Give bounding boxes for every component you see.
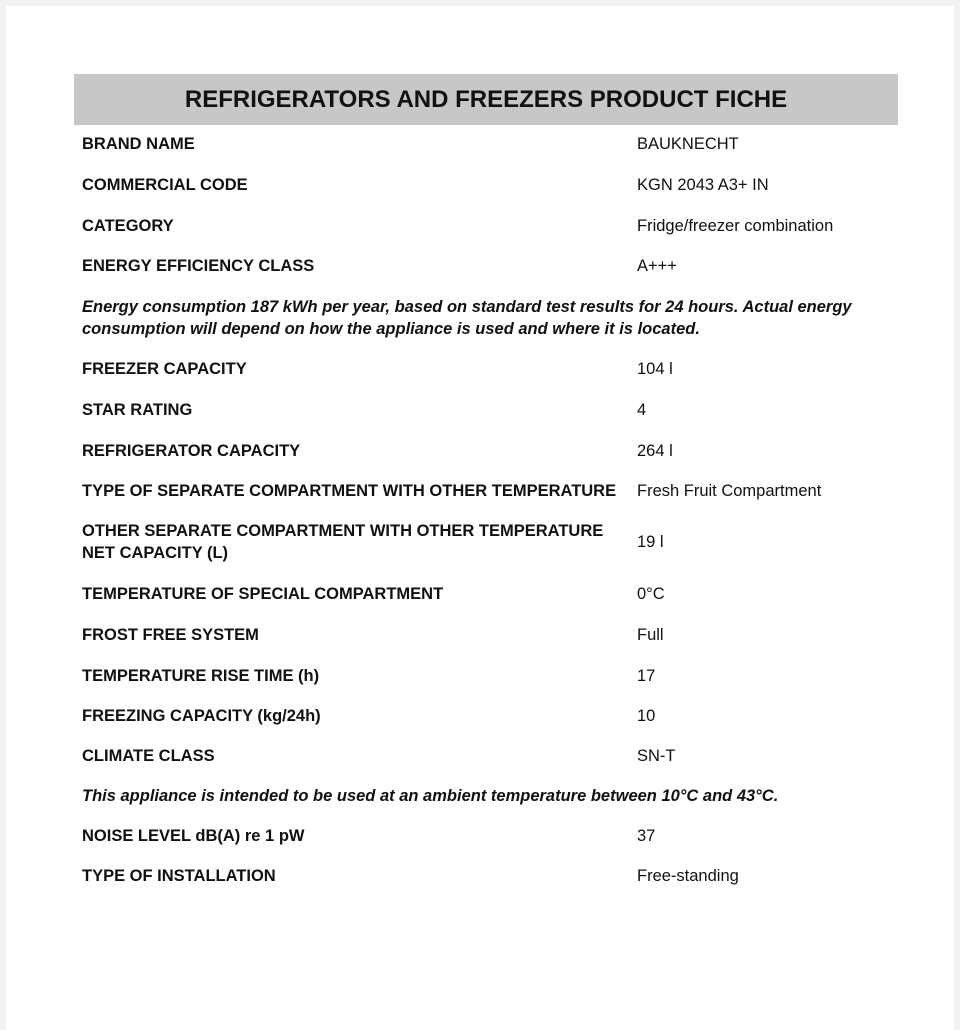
row-label: FREEZER CAPACITY xyxy=(82,360,247,378)
row-temperature-rise-time xyxy=(82,665,882,687)
row-label: ENERGY EFFICIENCY CLASS xyxy=(82,257,315,275)
row-value: KGN 2043 A3+ IN xyxy=(637,176,769,194)
row-freezer-capacity xyxy=(82,358,882,380)
row-value: SN-T xyxy=(637,747,676,765)
row-label: REFRIGERATOR CAPACITY xyxy=(82,442,301,460)
row-commercial-code xyxy=(82,174,882,196)
row-label: COMMERCIAL CODE xyxy=(82,176,248,194)
row-separate-compartment-capacity xyxy=(82,520,882,564)
row-separate-compartment-type xyxy=(82,480,882,502)
row-value: Fresh Fruit Compartment xyxy=(637,482,822,500)
row-label: TYPE OF SEPARATE COMPARTMENT WITH OTHER TEMPERATURE xyxy=(82,482,617,500)
row-value: 264 l xyxy=(637,442,673,460)
row-frost-free-system xyxy=(82,624,882,646)
row-value: Free-standing xyxy=(637,867,739,885)
row-label: FREEZING CAPACITY (kg/24h) xyxy=(82,707,321,725)
row-label: TYPE OF INSTALLATION xyxy=(82,867,276,885)
page-title: REFRIGERATORS AND FREEZERS PRODUCT FICHE xyxy=(184,85,788,113)
row-value: Fridge/freezer combination xyxy=(637,217,834,235)
row-value: Full xyxy=(637,626,664,644)
title-bar xyxy=(74,74,898,125)
row-value: 37 xyxy=(637,827,656,845)
row-climate-class xyxy=(82,745,882,767)
row-freezing-capacity xyxy=(82,705,882,727)
product-fiche-page xyxy=(6,6,954,1030)
row-label: CATEGORY xyxy=(82,217,174,235)
row-value: 10 xyxy=(637,707,656,725)
ambient-temperature-note: This appliance is intended to be used at an ambient temperature between 10°C and 43°C. xyxy=(82,787,779,805)
row-value: 17 xyxy=(637,667,656,685)
row-label: BRAND NAME xyxy=(82,135,195,153)
row-value: 19 l xyxy=(637,533,664,551)
row-type-of-installation xyxy=(82,865,882,887)
row-category xyxy=(82,215,882,237)
row-label: NOISE LEVEL dB(A) re 1 pW xyxy=(82,827,305,845)
row-value: 4 xyxy=(637,401,647,419)
row-label: FROST FREE SYSTEM xyxy=(82,626,259,644)
row-value: BAUKNECHT xyxy=(637,135,739,153)
row-special-compartment-temperature xyxy=(82,583,882,605)
row-star-rating xyxy=(82,399,882,421)
row-label: TEMPERATURE OF SPECIAL COMPARTMENT xyxy=(82,585,444,603)
row-noise-level xyxy=(82,825,882,847)
row-refrigerator-capacity xyxy=(82,440,882,462)
row-value: A+++ xyxy=(637,257,677,275)
row-brand-name xyxy=(82,133,882,155)
row-label: TEMPERATURE RISE TIME (h) xyxy=(82,667,320,685)
energy-consumption-note: Energy consumption 187 kWh per year, based on standard test results for 24 hours. Actual energy consumption will depend on how the appliance is used and where it is located. xyxy=(82,298,852,338)
row-value: 0°C xyxy=(637,585,665,603)
row-energy-efficiency-class xyxy=(82,255,882,277)
row-label: OTHER SEPARATE COMPARTMENT WITH OTHER TEMPERATURE NET CAPACITY (L) xyxy=(82,522,604,562)
row-value: 104 l xyxy=(637,360,673,378)
row-label: STAR RATING xyxy=(82,401,193,419)
row-label: CLIMATE CLASS xyxy=(82,747,215,765)
